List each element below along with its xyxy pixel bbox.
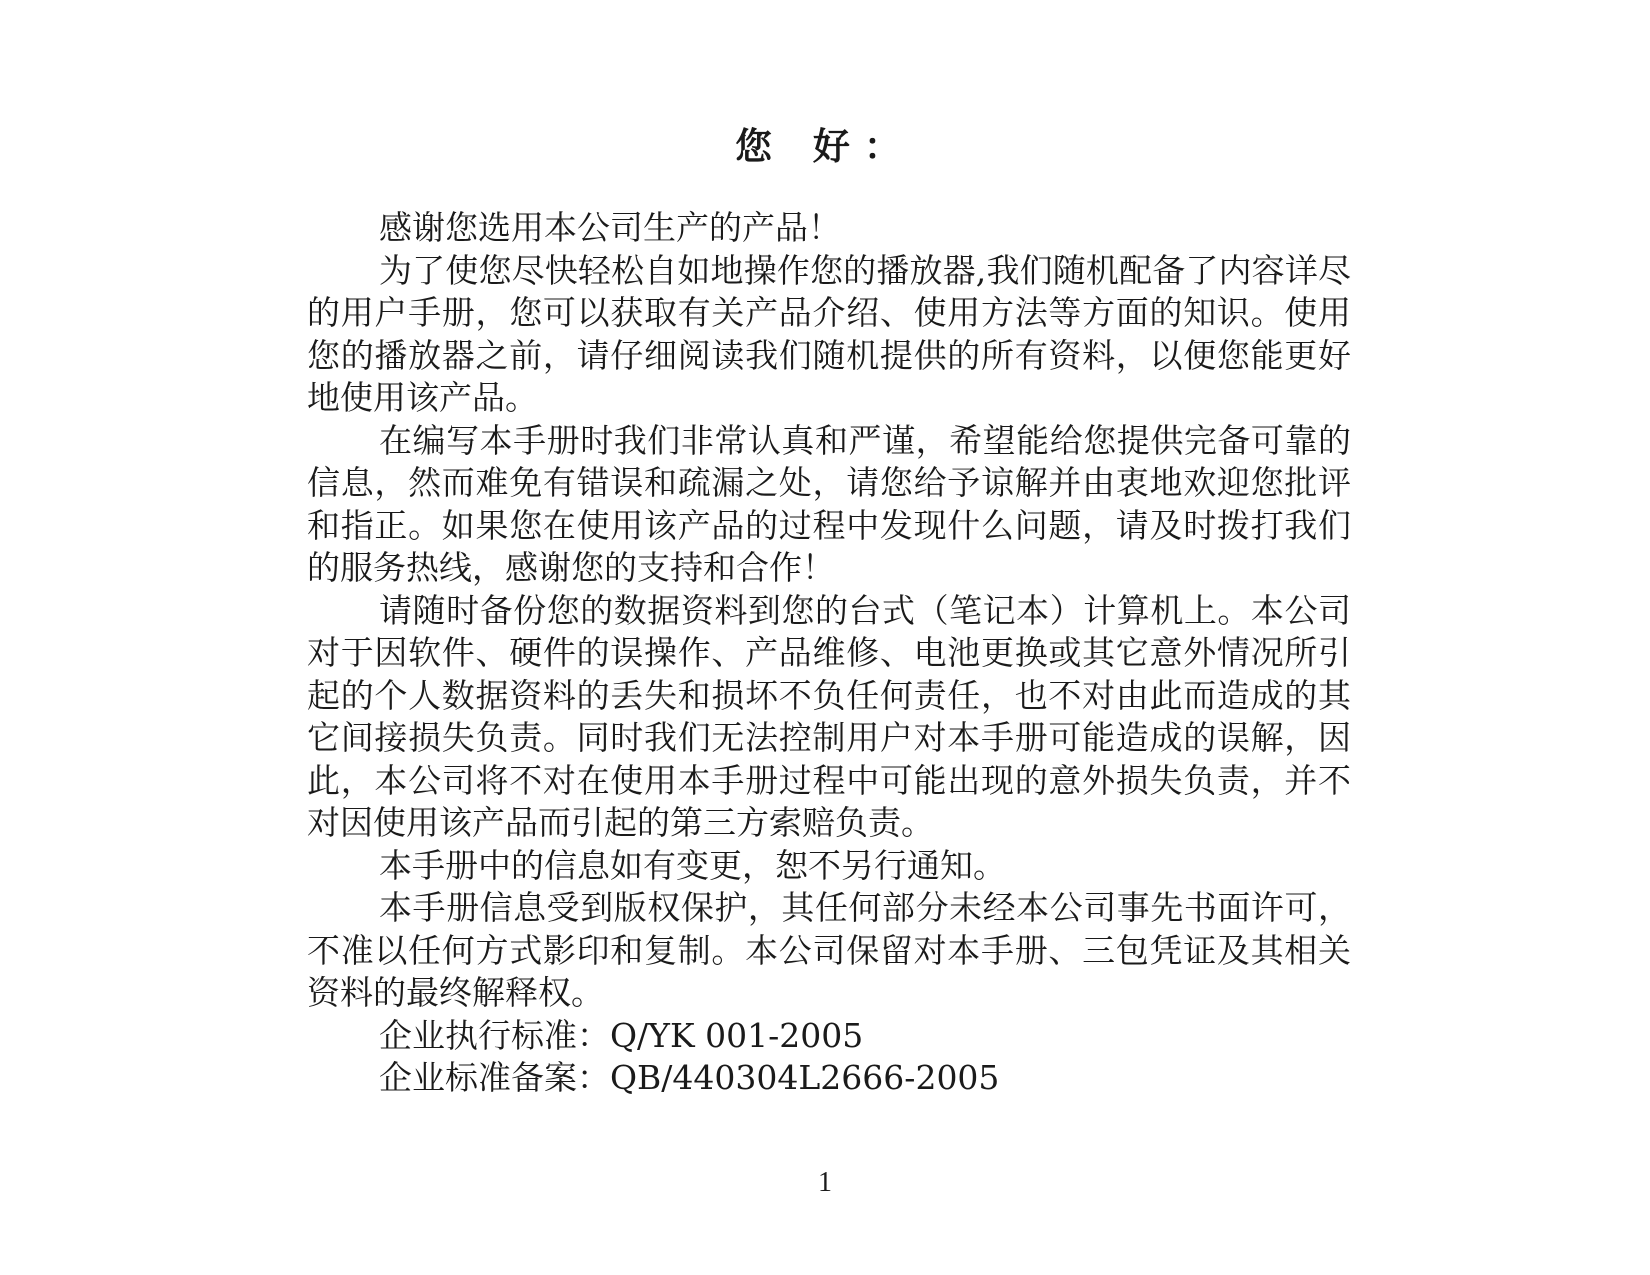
paragraph-change-notice: 本手册中的信息如有变更，恕不另行通知。: [379, 845, 1006, 885]
execution-standard: 企业执行标准：Q/YK 001-2005: [379, 1015, 864, 1055]
paragraph-copyright: 本手册信息受到版权保护，其任何部分未经本公司事先书面许可，不准以任何方式影印和复制。本公司保留对本手册、三包凭证及其相关资料的最终解释权。: [307, 888, 1351, 1012]
body-text: [307, 207, 1351, 1100]
paragraph-manual-intro: 为了使您尽快轻松自如地操作您的播放器,我们随机配备了内容详尽的用户手册，您可以获取有关产品介绍、使用方法等方面的知识。使用您的播放器之前，请仔细阅读我们随机提供的所有资料，以便您能更好地使用该产品。: [307, 250, 1351, 417]
paragraph-accuracy: 在编写本手册时我们非常认真和严谨，希望能给您提供完备可靠的信息，然而难免有错误和疏漏之处，请您给予谅解并由衷地欢迎您批评和指正。如果您在使用该产品的过程中发现什么问题，请及时拨打我们的服务热线，感谢您的支持和合作！: [307, 420, 1351, 587]
filing-standard: 企业标准备案：QB/440304L2666-2005: [379, 1058, 1000, 1097]
page-title: 您 好：: [735, 125, 915, 168]
page-number: 1: [818, 1167, 832, 1198]
paragraph-thanks: 感谢您选用本公司生产的产品！: [379, 208, 841, 247]
paragraph-disclaimer: 请随时备份您的数据资料到您的台式（笔记本）计算机上。本公司对于因软件、硬件的误操作、产品维修、电池更换或其它意外情况所引起的个人数据资料的丢失和损坏不负任何责任，也不对由此而造成的其它间接损失负责。同时我们无法控制用户对本手册可能造成的误解，因此，本公司将不对在使用本手册过程中可能出现的意外损失负责，并不对因使用该产品而引起的第三方索赔负责。: [307, 590, 1351, 842]
